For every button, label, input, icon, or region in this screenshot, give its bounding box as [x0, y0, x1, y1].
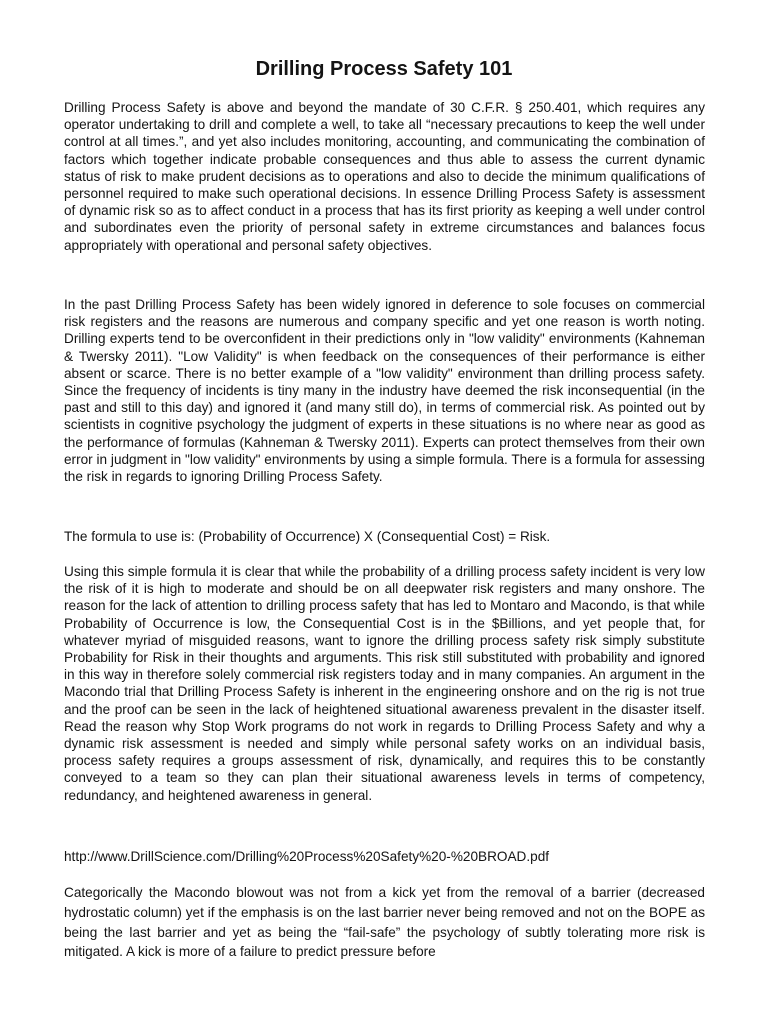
paragraph-low-validity: In the past Drilling Process Safety has been widely ignored in deference to sole focuses on commercial risk registers and the reasons are numerous and company specific and yet one reason is worth noting. Drilling experts tend to be overconfident in their predictions only in "low validity" environments (Kahneman & Twersky 2011). "Low Validity" is when feedback on the consequences of their performance is either absent or scarce. There is no better example of a "low validity" environment than drilling process safety. Since the frequency of incidents is tiny many in the industry have deemed the risk inconsequential (in the past and still to this day) and ignored it (and many still do), in terms of commercial risk. As pointed out by scientists in cognitive psychology the judgment of experts in these situations is no where near as good as the performance of formulas (Kahneman & Twersky 2011). Experts can protect themselves from their own error in judgment in "low validity" environments by using a simple formula. There is a formula for assessing the risk in regards to ignoring Drilling Process Safety. [64, 297, 705, 485]
reference-url[interactable]: http://www.DrillScience.com/Drilling%20Process%20Safety%20-%20BROAD.pdf [64, 849, 550, 864]
paragraph-macondo-barrier: Categorically the Macondo blowout was not from a kick yet from the removal of a barrier (decreased hydrostatic column) yet if the emphasis is on the last barrier never being removed and not on the BOPE as being the last barrier and yet as being the “fail-safe” the psychology of subtly tolerating more risk is mitigated. A kick is more of a failure to predict pressure before [64, 885, 705, 960]
paragraph-risk-explanation: Using this simple formula it is clear that while the probability of a drilling process safety incident is very low the risk of it is high to moderate and should be on all deepwater risk registers and many onshore. The reason for the lack of attention to drilling process safety that has led to Montaro and Macondo, is that while Probability of Occurrence is low, the Consequential Cost is in the $Billions, and yet people that, for whatever myriad of misguided reasons, want to ignore the drilling process safety risk simply substitute Probability for Risk in their thoughts and arguments. This risk still substituted with probability and ignored in this way in therefore solely commercial risk registers today and in many companies. An argument in the Macondo trial that Drilling Process Safety is inherent in the engineering onshore and on the rig is not true and the proof can be seen in the lack of heightened situational awareness prevalent in the disaster itself. Read the reason why Stop Work programs do not work in regards to Drilling Process Safety and why a dynamic risk assessment is needed and simply while personal safety works on an individual basis, process safety requires a groups assessment of risk, dynamically, and requires this to be constantly conveyed to a team so they can plan their situational awareness levels in terms of competency, redundancy, and heightened awareness in general. [64, 564, 705, 803]
paragraph-introduction: Drilling Process Safety is above and beyond the mandate of 30 C.F.R. § 250.401, which requires any operator undertaking to drill and complete a well, to take all “necessary precautions to keep the well under control at all times.”, and yet also includes monitoring, accounting, and communicating the combination of factors which together indicate probable consequences and thus able to assess the current dynamic status of risk to make prudent decisions as to operations and also to decide the minimum qualifications of personnel required to make such operational decisions. In essence Drilling Process Safety is assessment of dynamic risk so as to affect conduct in a process that has its first priority as keeping a well under control and subordinates even the priority of personal safety in extreme circumstances and balances focus appropriately with operational and personal safety objectives. [64, 100, 705, 253]
document-title: Drilling Process Safety 101 [255, 58, 513, 80]
paragraph-formula: The formula to use is: (Probability of Occurrence) X (Consequential Cost) = Risk. [64, 529, 551, 544]
